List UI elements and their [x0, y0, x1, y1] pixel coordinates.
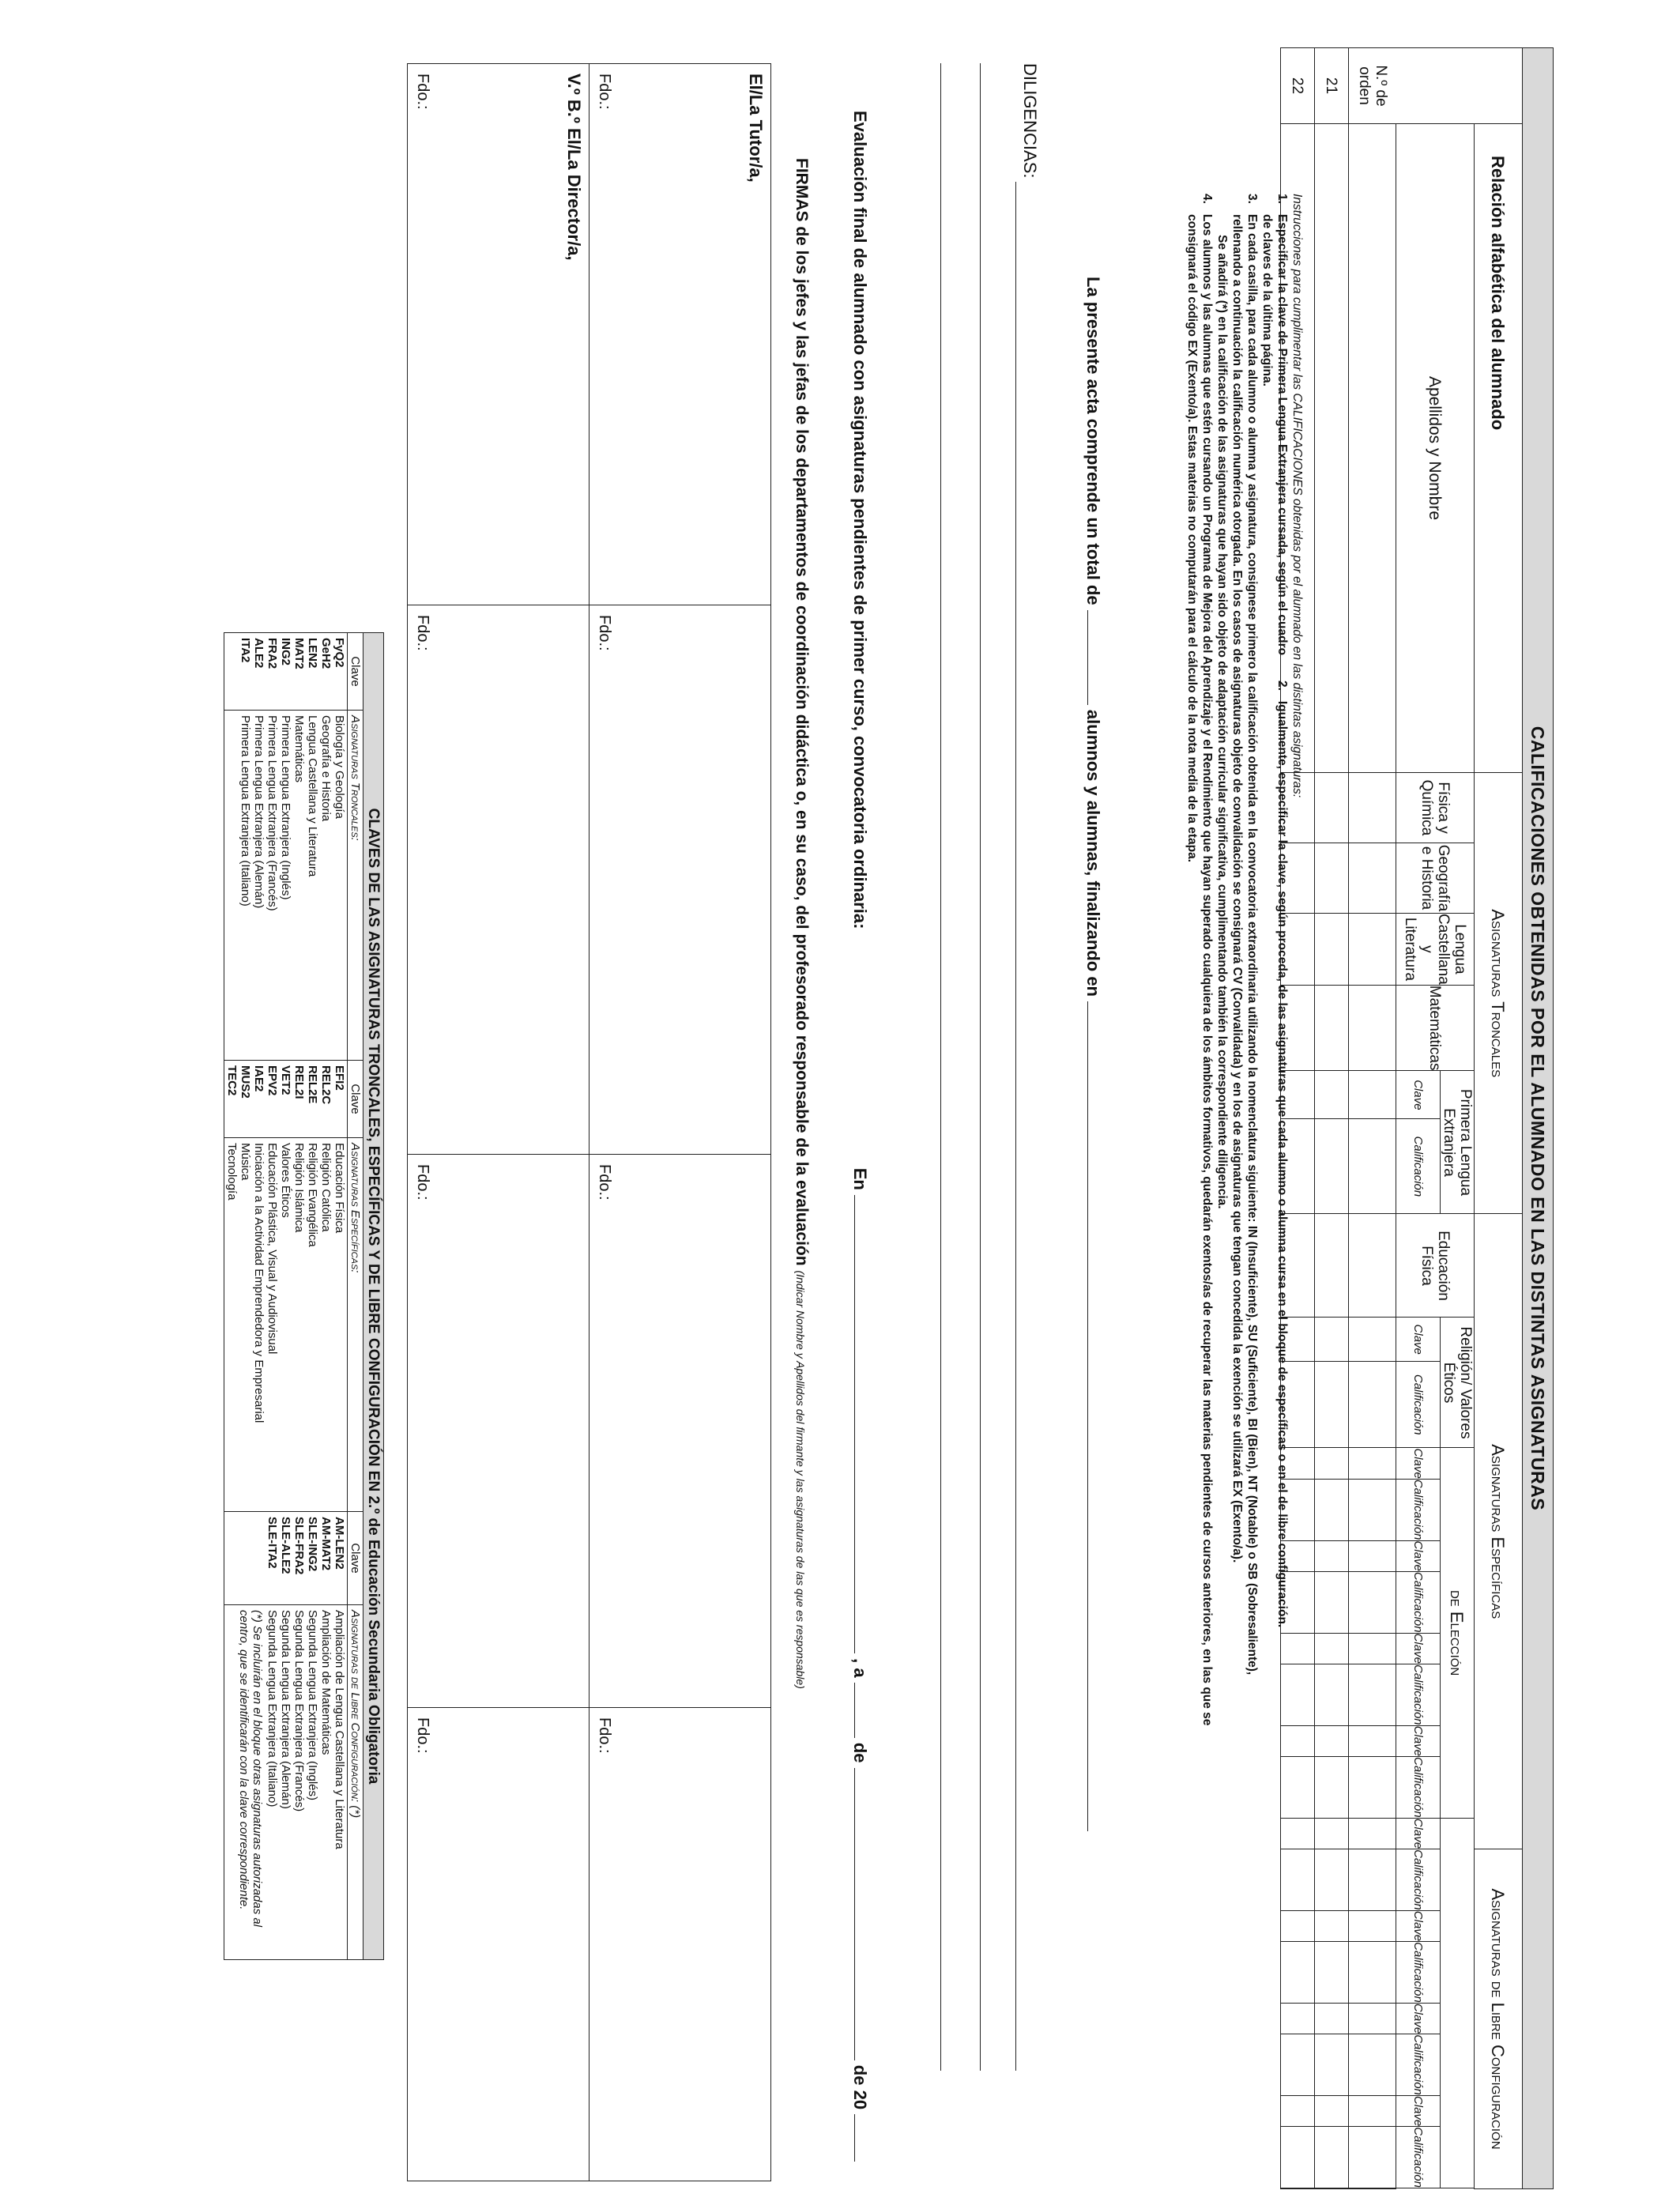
- row-number: 21: [1315, 48, 1349, 124]
- grades-title: CALIFICACIONES OBTENIDAS POR EL ALUMNADO EN LAS DISTINTAS ASIGNATURAS: [1523, 48, 1554, 2189]
- evaluation-en: En: [850, 1167, 870, 1190]
- month-field[interactable]: [854, 1768, 855, 2060]
- eleccion-header: de Elección: [1441, 1448, 1475, 1818]
- signature-box[interactable]: [408, 605, 590, 1155]
- relation-header: Relación alfabética del alumnado: [1475, 124, 1523, 773]
- fdo-label: Fdo.:: [596, 1164, 613, 1201]
- day-field[interactable]: [854, 1683, 855, 1738]
- calificacion-header: Calificación: [1396, 1942, 1441, 2004]
- diligencias-label: DILIGENCIAS:: [1020, 63, 1040, 179]
- name-header-spacer: [1349, 124, 1396, 773]
- summary-prefix: La presente acta comprende un total de: [1083, 277, 1103, 605]
- instruction-1: 1. Especificar la clave de Primera Lengua Extranjera cursada, según el cuadro de claves de la última página.: [1260, 194, 1289, 656]
- keys-title: CLAVES DE LAS ASIGNATURAS TRONCALES, ESPECÍFICAS Y DE LIBRE CONFIGURACIÓN EN 2.º de Educación Secundaria Obligatoria: [363, 633, 384, 1960]
- keys-table: [224, 632, 384, 1960]
- geh-header: Geografía e Historia: [1396, 843, 1475, 914]
- clave-header: Clave: [1396, 1318, 1441, 1361]
- instructions-row-1-2: [1260, 194, 1290, 1735]
- firmas-title-line: [792, 158, 811, 1689]
- keys-clave-header: Clave: [348, 633, 363, 711]
- name-header: Apellidos y Nombre: [1396, 124, 1475, 773]
- calificacion-header: Calificación: [1396, 1479, 1441, 1540]
- instructions-lead: Instrucciones para cumplimentar las CALIFICACIONES obtenidas por el alumnado en las distintas asignaturas:: [1290, 194, 1304, 798]
- fyq-header: Física y Química: [1396, 773, 1475, 843]
- clave-header: Clave: [1396, 1910, 1441, 1941]
- order-header-top: [1396, 48, 1523, 124]
- finalizing-field[interactable]: [1087, 1001, 1088, 1831]
- calificacion-header: Calificación: [1396, 1119, 1441, 1214]
- libre-sub-empty: [1441, 1818, 1475, 2188]
- keys-libre-codes: AM-LEN2 AM-MAT2 SLE-ING2 SLE-FRA2 SLE-ALE2 SLE-ITA2: [224, 1512, 348, 1605]
- diligencias-line-3[interactable]: [940, 63, 941, 2071]
- clave-header: Clave: [1396, 1725, 1441, 1756]
- clave-header: Clave: [1396, 2095, 1441, 2126]
- calificacion-header: Calificación: [1396, 1757, 1441, 1819]
- keys-libre-note: (*) Se incluirán en el bloque otras asignaturas autorizadas al centro, que se identificarán con la clave correspondiente.: [237, 1610, 264, 1928]
- clave-header: Clave: [1396, 1818, 1441, 1849]
- keys-troncales-codes: FyQ2 GeH2 LEN2 MAT2 ING2 FRA2 ALE2 ITA2: [224, 633, 348, 711]
- instruction-3b: Se añadirá (*) en la calificación de las asignaturas que hayan sido objeto de adaptación curricular significativa, cumplimentando también la correspondiente diligencia.: [1215, 235, 1229, 1209]
- signatures-table: [407, 63, 771, 2181]
- tutor-label: El/La Tutor/a,: [746, 74, 766, 183]
- year-field[interactable]: [854, 2114, 855, 2162]
- keys-clave-header: Clave: [348, 1061, 363, 1138]
- fdo-label: Fdo.:: [414, 1717, 431, 1754]
- table-row: [1315, 48, 1349, 2189]
- total-students-field[interactable]: [1087, 610, 1088, 705]
- order-header: N.º de orden: [1349, 48, 1396, 124]
- diligencias-line-1[interactable]: [1015, 182, 1016, 2071]
- calificacion-header: Calificación: [1396, 1571, 1441, 1633]
- clave-header: Clave: [1396, 2003, 1441, 2034]
- evaluation-a: , a: [850, 1658, 870, 1678]
- student-name-cell[interactable]: [1315, 124, 1349, 773]
- keys-especificas-names: Educación Física Religión Católica Religión Evangélica Religión Islámica Valores Éticos Educación Plástica, Visual y Audiovisual Iniciación a la Actividad Emprendedora y Empresarial Música Tecnología: [224, 1138, 348, 1512]
- evaluation-de2: de: [850, 2064, 870, 2086]
- especificas-header: Asignaturas Específicas: [1475, 1214, 1523, 1849]
- ef-header: Educación Física: [1396, 1214, 1475, 1318]
- evaluation-de1: de: [850, 1742, 870, 1763]
- rel-header: Religión/ Valores Éticos: [1441, 1318, 1475, 1448]
- tutor-signature-box[interactable]: [590, 64, 771, 605]
- grades-table: [1280, 47, 1554, 2189]
- libre-header: Asignaturas de Libre Configuración: [1475, 1849, 1523, 2189]
- signature-box[interactable]: [590, 605, 771, 1155]
- summary-middle: alumnos y alumnas, finalizando en: [1083, 709, 1103, 997]
- summary-line: [1083, 277, 1103, 1831]
- signature-box[interactable]: [590, 1155, 771, 1708]
- signature-box[interactable]: [408, 1155, 590, 1708]
- instruction-2: 2. Igualmente, especificar la clave, según proceda, de las asignaturas que cada alumno o alumna cursa en el bloque de específicas o en el de libre configuración.: [1275, 680, 1289, 1628]
- keys-clave-header: Clave: [348, 1512, 363, 1605]
- signature-box[interactable]: [590, 1708, 771, 2181]
- fdo-label: Fdo.:: [596, 74, 613, 110]
- mat-header: Matemáticas: [1396, 985, 1475, 1071]
- instruction-3: 3. En cada casilla, para cada alumno o alumna y asignatura, consignese primero la calificación obtenida en la convocatoria extraordinaria utilizando la nomenclatura siguiente: IN (Insuficiente), SU (Suficiente), BI (Bien), NT (Notable) o SB (Sobresaliente), rellenando a continuación la calificación numérica otorgada. En los casos de asignaturas objeto de convalidación se consignará CV (Convalidada) y en los de asignaturas que tengan concedida la exención se utilizará EX (Exento/a).: [1230, 194, 1259, 1676]
- calificacion-header: Calificación: [1396, 2034, 1441, 2096]
- firmas-title: FIRMAS de los jefes y las jefas de los departamentos de coordinación didáctica o, en su caso, del profesorado responsable de la evaluación: [793, 158, 811, 1266]
- signature-box[interactable]: [408, 1708, 590, 2181]
- calificacion-header: Calificación: [1396, 1361, 1441, 1448]
- row-number: 22: [1281, 48, 1315, 124]
- clave-header: Clave: [1396, 1071, 1441, 1119]
- calificacion-header: Calificación: [1396, 2127, 1441, 2188]
- instructions: [1185, 194, 1305, 1735]
- instruction-4: 4. Los alumnos y las alumnas que estén cursando un Programa de Mejora del Aprendizaje y el Rendimiento que hayan superado cualquiera de los ámbitos formativos, quedarán exentos/as de recuperar las materias pendientes de cursos anteriores, en las que se consignará el código EX (Exento/a). Estas materias no computarán para el cálculo de la nota media de la etapa.: [1185, 194, 1214, 1726]
- ple-header: Primera Lengua Extranjera: [1441, 1071, 1475, 1214]
- keys-troncales-names: Biología y Geología Geografía e Historia Lengua Castellana y Literatura Matemáticas Primera Lengua Extranjera (Inglés) Primera Lengua Extranjera (Francés) Primera Lengua Extranjera (Alemán) Primera Lengua Extranjera (Italiano): [224, 711, 348, 1061]
- evaluation-text: Evaluación final de alumnado con asignaturas pendientes de primer curso, convocatoria ordinaria:: [850, 111, 870, 929]
- calificacion-header: Calificación: [1396, 1664, 1441, 1725]
- calificacion-header: Calificación: [1396, 1849, 1441, 1911]
- fdo-label: Fdo.:: [414, 74, 431, 110]
- evaluation-year: 20: [850, 2090, 870, 2110]
- clave-header: Clave: [1396, 1633, 1441, 1664]
- keys-troncales-header: Asignaturas Troncales:: [348, 711, 363, 1061]
- evaluation-line: [849, 111, 870, 2162]
- director-label: V.º B.º El/La Director/a,: [564, 74, 584, 261]
- clave-header: Clave: [1396, 1448, 1441, 1479]
- fdo-label: Fdo.:: [596, 615, 613, 651]
- len-header: Lengua Castellana y Literatura: [1396, 914, 1475, 986]
- fdo-label: Fdo.:: [596, 1717, 613, 1754]
- director-signature-box[interactable]: [408, 64, 590, 605]
- fdo-label: Fdo.:: [414, 1164, 431, 1201]
- clave-header: Clave: [1396, 1540, 1441, 1571]
- keys-especificas-codes: EFI2 REL2C REL2E REL2I VET2 EPV2 IAE2 MUS2 TEC2: [224, 1061, 348, 1138]
- diligencias-line-2[interactable]: [980, 63, 981, 2071]
- keys-libre-header: Asignaturas de Libre Configuración: (*): [348, 1605, 363, 1960]
- fdo-label: Fdo.:: [414, 615, 431, 651]
- keys-especificas-header: Asignaturas Específicas:: [348, 1138, 363, 1512]
- troncales-header: Asignaturas Troncales: [1475, 773, 1523, 1214]
- firmas-note: (Indicar Nombre y Apellidos del firmante y las asignaturas de las que es responsable): [794, 1270, 807, 1689]
- keys-libre-names: Ampliación de Lengua Castellana y Literatura Ampliación de Matemáticas Segunda Lengua Extranjera (Inglés) Segunda Lengua Extranjera (Francés) Segunda Lengua Extranjera (Alemán) Segunda Lengua Extranjera (Italiano) (*) Se incluirán en el bloque otras asignaturas autorizadas al centro, que se identificarán con la clave correspondiente.: [224, 1605, 348, 1960]
- place-field[interactable]: [854, 1195, 855, 1653]
